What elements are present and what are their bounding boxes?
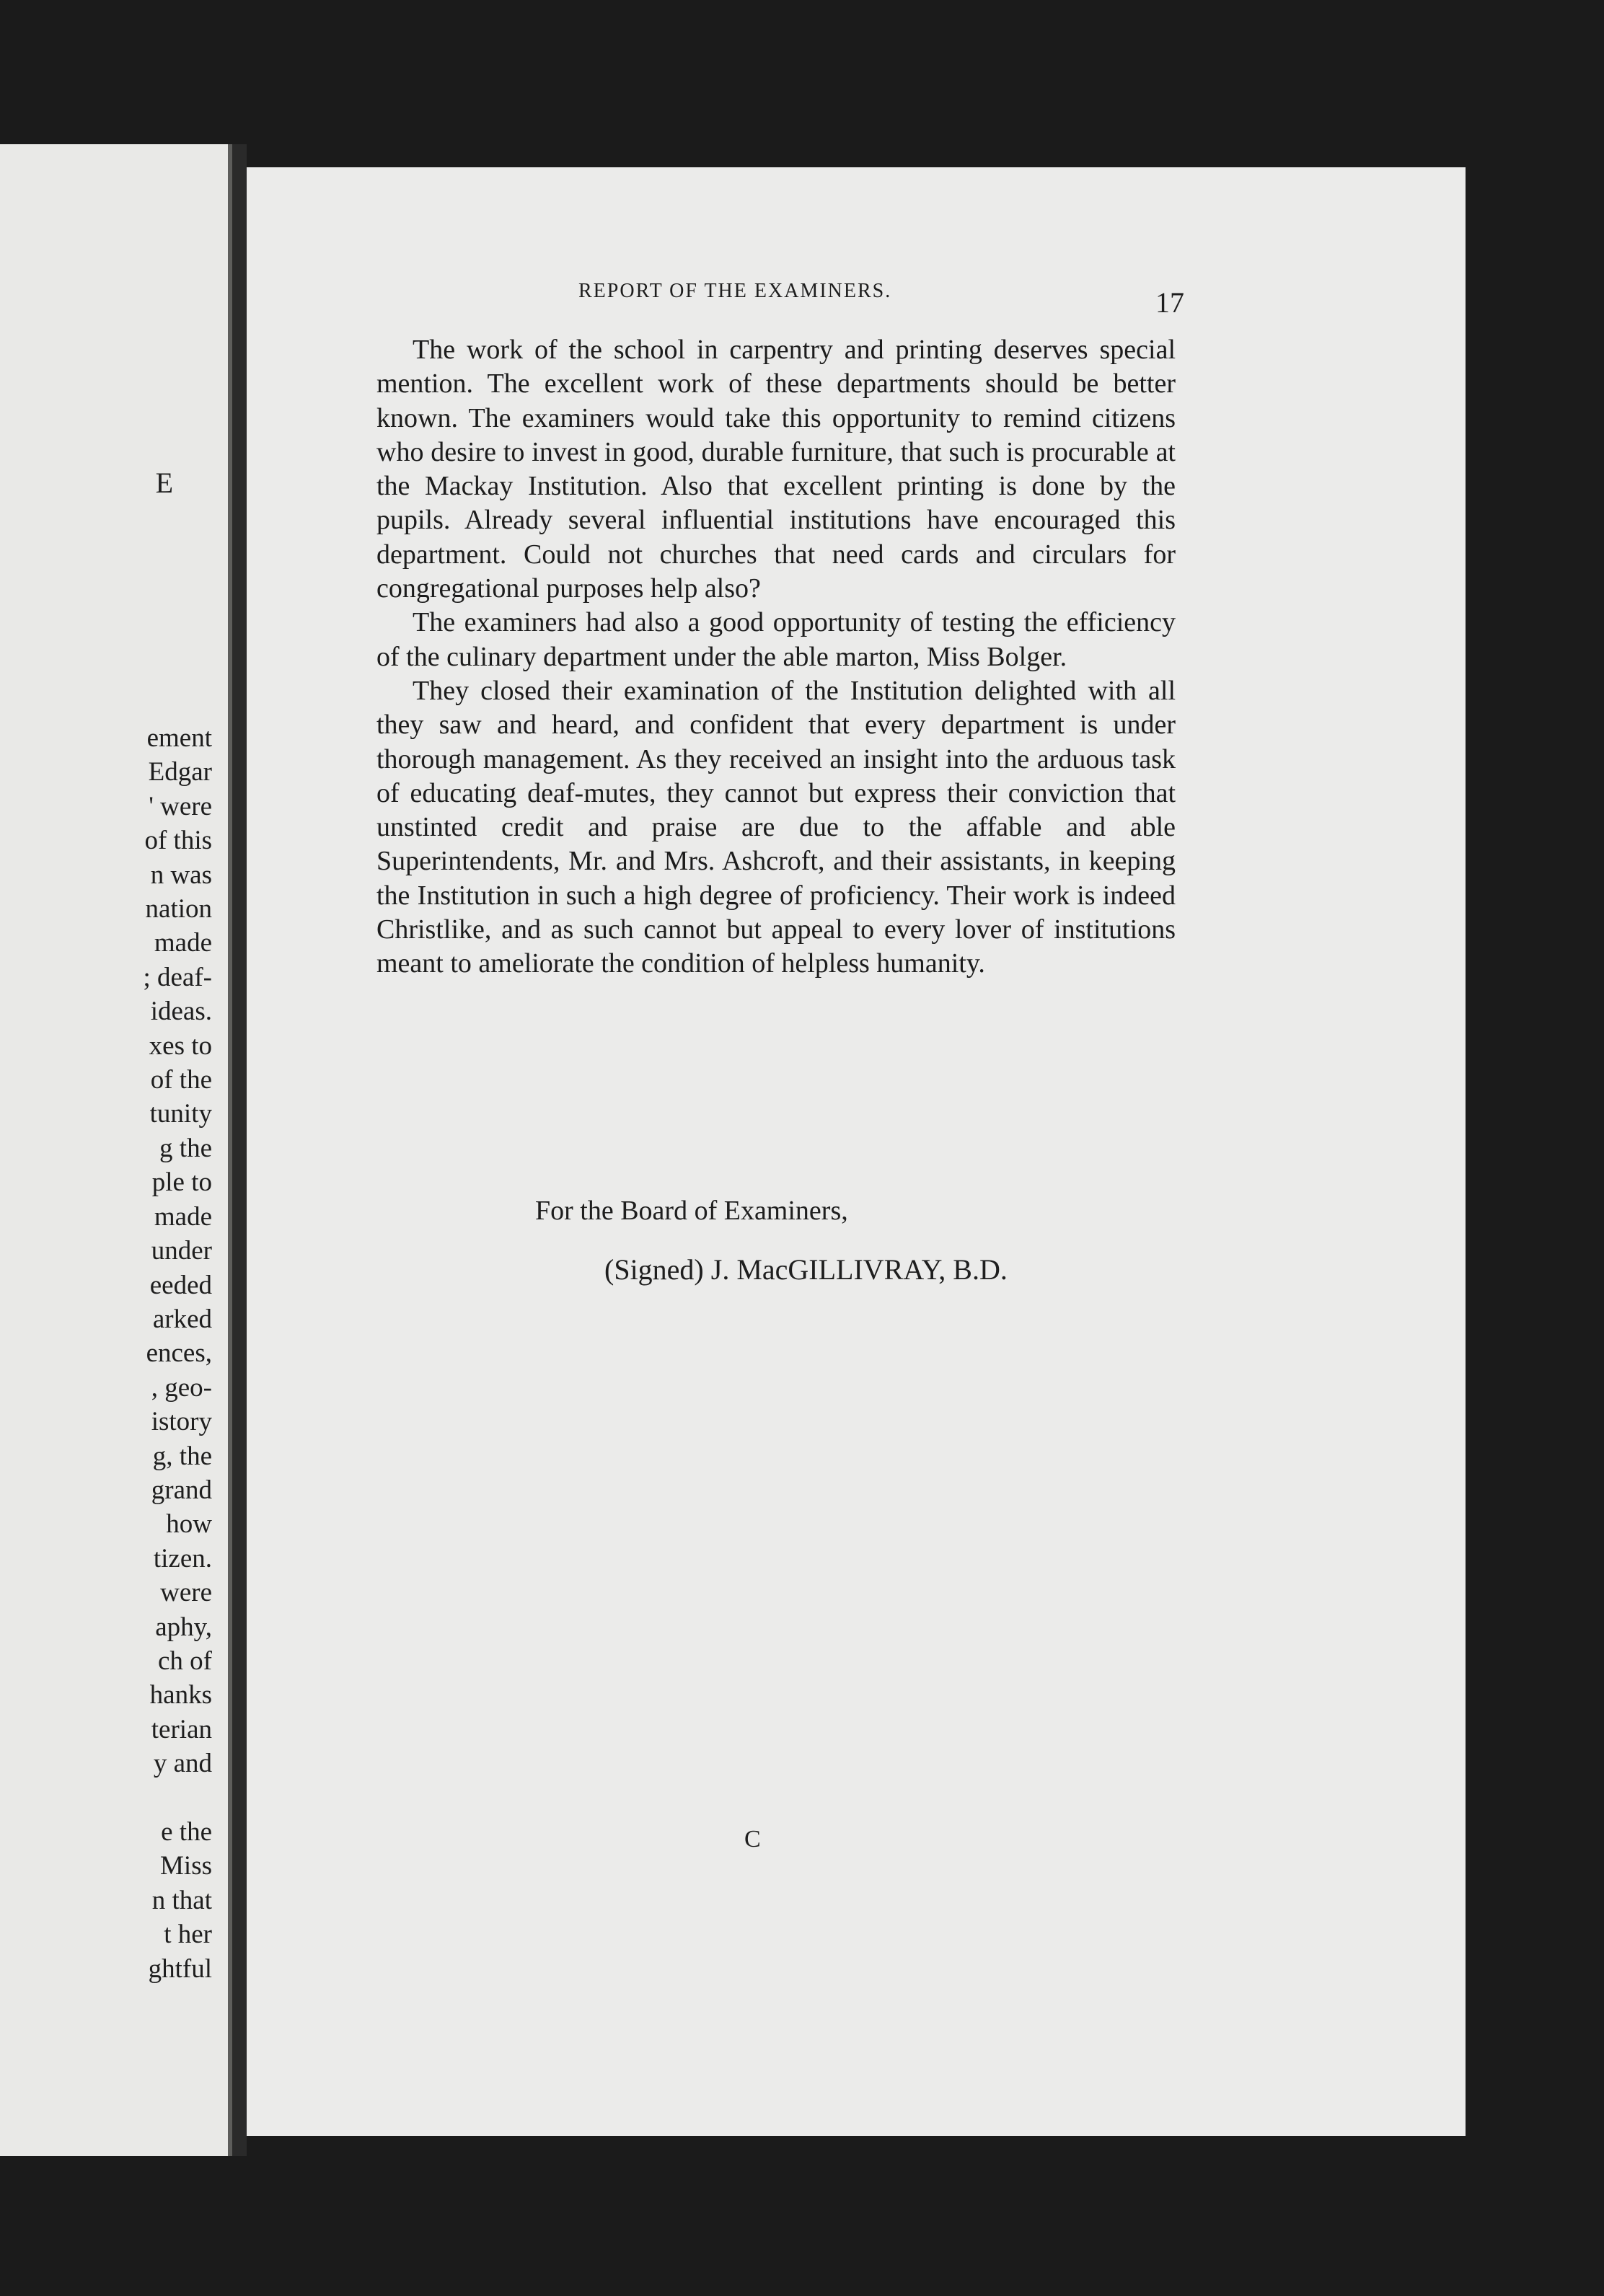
paragraph: The examiners had also a good opportunity of testing the efficiency of the culinary department under the able marton, Miss Bolger. <box>376 607 1176 672</box>
left-line: ple to <box>151 1167 212 1198</box>
left-line: of this <box>144 826 212 856</box>
left-line: ement <box>146 723 212 753</box>
left-line: eeded <box>149 1270 212 1300</box>
left-line: g, the <box>152 1441 212 1471</box>
left-line: arked <box>152 1304 212 1334</box>
left-line: hanks <box>149 1680 212 1710</box>
running-head: REPORT OF THE EXAMINERS. <box>578 280 892 302</box>
signature-mark: C <box>744 1826 761 1853</box>
left-line: Edgar <box>148 757 212 787</box>
left-line: y and <box>153 1749 212 1779</box>
left-line: ences, <box>146 1338 212 1369</box>
left-line: made <box>154 1201 212 1232</box>
left-page <box>0 144 232 2156</box>
left-line: of the <box>150 1065 212 1095</box>
left-line: how <box>166 1509 212 1540</box>
signature-line: (Signed) J. MacGILLIVRAY, B.D. <box>604 1253 1008 1286</box>
left-line: xes to <box>149 1030 212 1061</box>
left-line: tizen. <box>153 1543 212 1573</box>
left-line: ' were <box>149 791 212 821</box>
right-page <box>247 167 1466 2136</box>
left-line: e the <box>161 1817 212 1847</box>
left-line: , geo- <box>151 1372 212 1403</box>
left-line: made <box>154 928 212 958</box>
report-body <box>376 333 1176 981</box>
left-line <box>143 1781 212 1815</box>
left-line: ch of <box>158 1646 212 1676</box>
page-gutter <box>232 144 247 2156</box>
left-line: n was <box>150 860 212 890</box>
left-line: were <box>160 1578 212 1608</box>
left-line: tunity <box>149 1099 212 1129</box>
left-line: t her <box>164 1920 212 1950</box>
left-line: ; deaf- <box>143 962 212 992</box>
left-line: under <box>151 1236 212 1266</box>
left-line: ideas. <box>150 997 212 1027</box>
paragraph: The work of the school in carpentry and printing deserves special mention. The excellent work of these departments should be better known. The examiners would take this opportunity to remind citizens who desire to invest in good, durable furniture, that such is procurable at the Mackay Institution. Also that excellent printing is done by the pupils. Already several influential institutions have encouraged this department. Could not churches that need cards and circulars for congregational purposes help also? <box>376 335 1176 604</box>
paragraph: They closed their examination of the Institution delighted with all they saw and heard, and confident that every department is under thorough management. As they received an insight into the arduous task of educating deaf-mutes, they cannot but express their conviction that unstinted credit and praise are due to the affable and able Superintendents, Mr. and Mrs. Ashcroft, and their assistants, in keeping the Institution in such a high degree of proficiency. Their work is indeed Christlike, and as such cannot but appeal to every lover of institutions meant to ameliorate the condition of helpless humanity. <box>376 675 1176 979</box>
left-line: terian <box>151 1714 212 1744</box>
left-line: n that <box>151 1885 212 1915</box>
left-page-line-fragments <box>143 721 212 1986</box>
left-line: g the <box>159 1133 212 1163</box>
left-line: nation <box>145 894 212 924</box>
page-number: 17 <box>1155 286 1184 319</box>
left-line: ghtful <box>148 1953 212 1984</box>
left-page-heading-fragment: E <box>155 467 173 499</box>
left-line: grand <box>151 1475 212 1505</box>
closing-line: For the Board of Examiners, <box>535 1196 848 1226</box>
left-line: istory <box>151 1407 212 1437</box>
left-line: aphy, <box>155 1612 212 1642</box>
left-line: Miss <box>160 1851 212 1881</box>
